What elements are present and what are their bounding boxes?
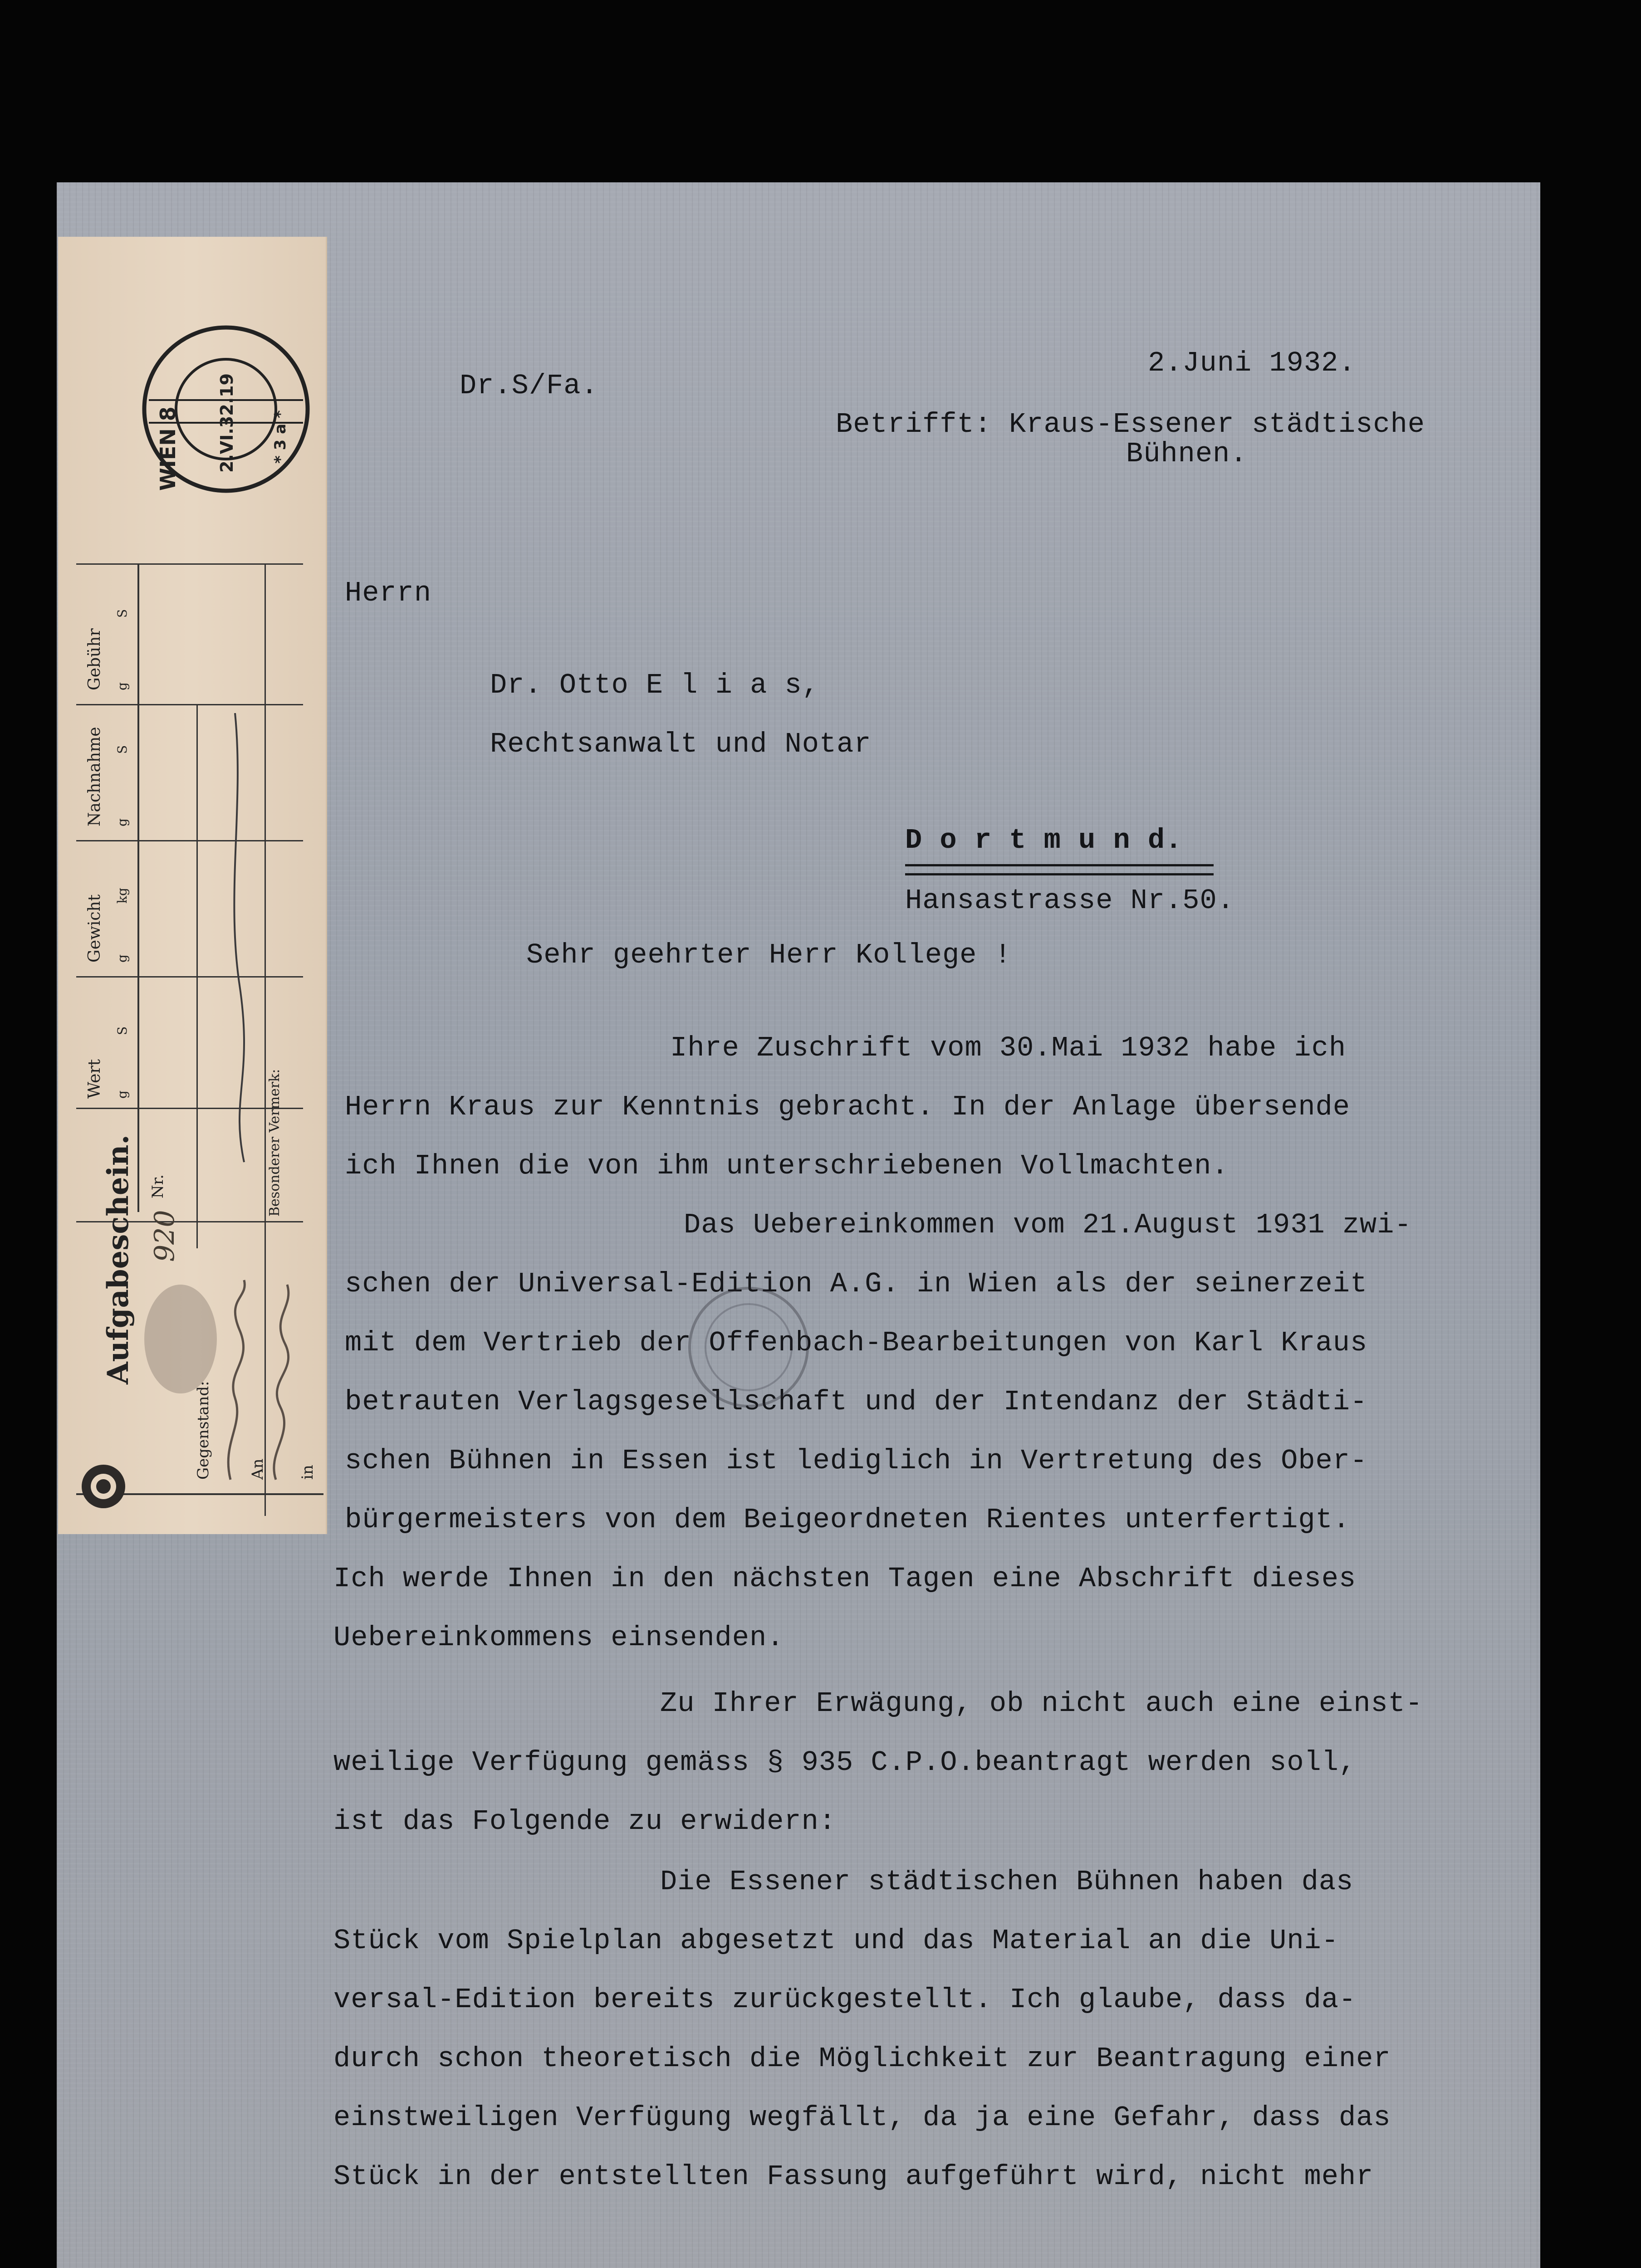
recipient-street: Hansastrasse Nr.50. <box>905 885 1234 917</box>
body-line: Ich werde Ihnen in den nächsten Tagen eine Abschrift dieses <box>333 1563 1357 1595</box>
body-line: schen Bühnen in Essen ist lediglich in Vertretung des Ober- <box>345 1445 1368 1477</box>
body-line: Stück in der entstellten Fassung aufgeführt wird, nicht mehr <box>333 2160 1374 2193</box>
postmark-date: 2.VI.32.19 <box>217 373 237 473</box>
receipt-number-value: 920 <box>149 1210 181 1262</box>
body-line: schen der Universal-Edition A.G. in Wien als der seinerzeit <box>345 1268 1368 1300</box>
postmark-suffix: * 3 a * <box>271 410 289 464</box>
receipt-title: Aufgabeschein. <box>101 1134 135 1384</box>
body-line: versal-Edition bereits zurückgestellt. Ich glaube, dass da- <box>333 1984 1357 2016</box>
ghost-text <box>454 476 943 503</box>
eagle-emblem-icon <box>76 1457 131 1520</box>
body-line: betrauten Verlagsgesellschaft und der Intendanz der Städti- <box>345 1386 1368 1418</box>
postal-receipt-slip: Gebühr Nachnahme Gewicht Wert S g S g kg g S g Besonderer Vermerk: Aufgabeschein. Nr. 920 Gegenstand: An in WIEN 8 2.VI.32.19 * 3 a * <box>58 237 327 1534</box>
to-label: An <box>249 1458 267 1480</box>
handwritten-strokes <box>190 713 280 1167</box>
reference-code: Dr.S/Fa. <box>460 370 598 402</box>
body-line: Uebereinkommens einsenden. <box>333 1622 784 1654</box>
body-line: Die Essener städtischen Bühnen haben das <box>660 1866 1354 1898</box>
city-underline-2 <box>905 873 1214 875</box>
subject-line-1: Betrifft: Kraus-Essener städtische <box>836 408 1425 440</box>
postmark-city: WIEN 8 <box>156 406 180 491</box>
column-header-cod: Nachnahme <box>85 727 104 826</box>
special-remark-label: Besonderer Vermerk: <box>267 1069 283 1217</box>
body-line: ich Ihnen die von ihm unterschriebenen Vollmachten. <box>345 1150 1229 1182</box>
greeting: Sehr geehrter Herr Kollege ! <box>526 939 1012 971</box>
body-line: Herrn Kraus zur Kenntnis gebracht. In der Anlage übersende <box>345 1091 1350 1123</box>
object-label: Gegenstand: <box>194 1381 212 1480</box>
in-label: in <box>299 1465 317 1480</box>
ink-smudge <box>135 1271 226 1407</box>
body-line: weilige Verfügung gemäss § 935 C.P.O.beantragt werden soll, <box>333 1746 1357 1779</box>
recipient-name: Dr. Otto E l i a s, <box>490 669 819 701</box>
body-line: einstweiligen Verfügung wegfällt, da ja eine Gefahr, dass das <box>333 2102 1391 2134</box>
body-line: Stück vom Spielplan abgesetzt und das Material an die Uni- <box>333 1925 1339 1957</box>
column-header-weight: Gewicht <box>85 894 104 963</box>
city-underline-1 <box>905 864 1214 866</box>
letter-date: 2.Juni 1932. <box>1148 347 1356 379</box>
faint-circular-stamp <box>681 1279 817 1415</box>
column-header-fee: Gebühr <box>85 628 104 690</box>
body-line: Zu Ihrer Erwägung, ob nicht auch eine einst- <box>660 1687 1423 1720</box>
salutation-herrn: Herrn <box>345 577 432 609</box>
body-line: Ihre Zuschrift vom 30.Mai 1932 habe ich <box>670 1032 1347 1064</box>
body-line: durch schon theoretisch die Möglichkeit zur Beantragung einer <box>333 2043 1391 2075</box>
column-header-value: Wert <box>85 1059 104 1099</box>
recipient-city: D o r t m u n d. <box>905 824 1183 856</box>
subject-line-2: Bühnen. <box>1126 438 1248 470</box>
recipient-title: Rechtsanwalt und Notar <box>490 728 872 760</box>
body-line: bürgermeisters von dem Beigeordneten Rientes unterfertigt. <box>345 1504 1350 1536</box>
body-line: Das Uebereinkommen vom 21.August 1931 zwi- <box>684 1209 1412 1241</box>
receipt-number-label: Nr. <box>149 1174 167 1198</box>
body-line: ist das Folgende zu erwidern: <box>333 1805 836 1838</box>
body-line: mit dem Vertrieb der Offenbach-Bearbeitungen von Karl Kraus <box>345 1327 1368 1359</box>
